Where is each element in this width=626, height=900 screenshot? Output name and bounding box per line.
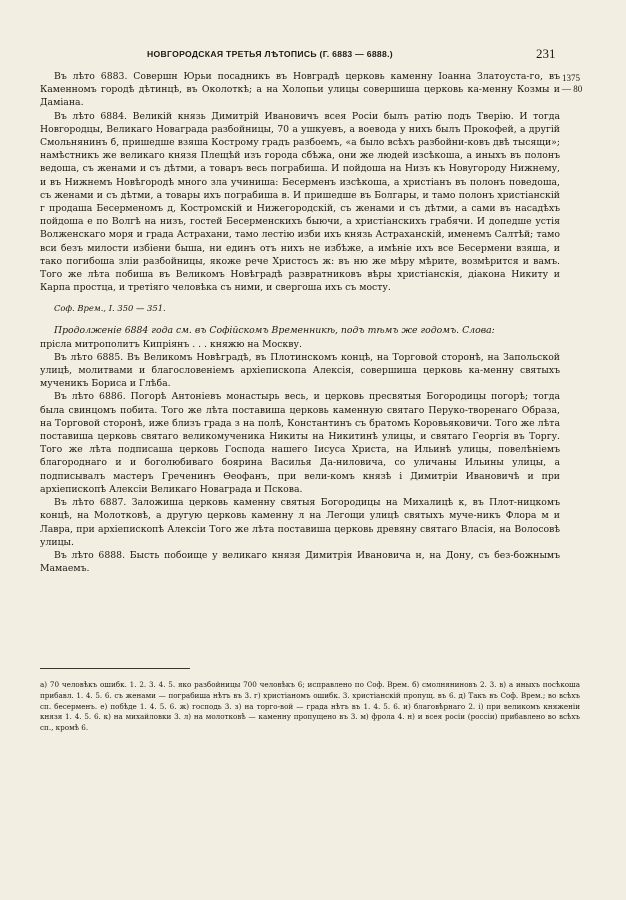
paragraph-6888: Въ лѣто 6888. Бысть побоище у великаго князя Димитрія Ивановича н, на Дону, съ без-божнымъ Мамаемъ.	[40, 549, 560, 575]
paragraph-6887: Въ лѣто 6887. Заложиша церковь каменну святыя Богородицы на Михалицѣ к, въ Плот-ницкомъ концѣ, на Молотковѣ, а другую церковь каменну л на Легощи улицѣ святыхъ муче-никъ Флора м и Лавра, при архіепископѣ Алексіи Того же лѣта поставиша церковь древяну святаго Власія, на Волосовѣ улицы.	[40, 497, 560, 548]
footnote-divider	[40, 668, 190, 669]
running-title: НОВГОРОДСКАЯ ТРЕТЬЯ ЛѢТОПИСЬ (Г. 6883 — 6888.)	[147, 49, 393, 59]
page-number: 231	[536, 46, 556, 61]
continuation-note: Продолженіе 6884 года см. въ Софійскомъ Временникѣ, подъ тѣмъ же годомъ. Слова:	[54, 325, 495, 337]
page-header	[0, 48, 626, 64]
footnotes	[40, 680, 580, 734]
source-reference: Соф. Врем., I. 350 — 351.	[54, 303, 166, 314]
paragraph-6883: Въ лѣто 6883. Совершн Юрьи посадникъ въ Новградѣ церковь каменну Іоанна Златоуста-го, въ Каменномъ городѣ дѣтинцѣ, въ Околоткѣ; а на Холопьи улицы совершиша церковь ка-менну Козмы и Даміана.	[40, 71, 560, 109]
main-text	[40, 70, 560, 575]
margin-year-note-end: — 80	[562, 84, 583, 94]
paragraph-6886: Въ лѣто 6886. Погорѣ Антоніевъ монастырь весь, и церковь пресвятыя Богородицы погорѣ; тогда была свинцомъ побита. Того же лѣта поставиша церковь каменную святаго Перуко-творенагo Образа, на Торговой сторонѣ, иже близъ града з на полѣ, Константинъ съ братомъ Коровьяковичи. Того же лѣта поставиша церковь святаго великомученика Никиты на Никитинѣ улицы, и святаго Георгія въ Торгу. Того же лѣта подписаша церковь Господа нашего Іисуса Христа, на Ильинѣ улицы, повелѣніемъ благороднаго и и боголюбиваго боярина Василья Да-ниловича, со уличаны Ильины улицы, а подписывалъ мастеръ Греченинъ Ѳеофанъ, при вели-комъ князѣ і Димитріи Ивановичѣ и при архіепископѣ Алексіи Великаго Новаграда и Пскова.	[40, 391, 560, 495]
paragraph-6885: Въ лѣто 6885. Въ Великомъ Новѣградѣ, въ Плотинскомъ концѣ, на Торговой сторонѣ, на Запольской улицѣ, молитвами и благословеніемъ архіепископа Алексія, совершиша церковь ка-менну святыхъ мученикъ Бориса и Глѣба.	[40, 351, 560, 390]
continuation-tail: прісла митрополитъ Кипріянъ . . . княжю на Москву.	[40, 338, 302, 350]
footnote-text: а) 70 человѣкъ ошибк. 1. 2. 3. 4. 5. яко разбойницы 700 человѣкъ 6; исправлено по Соф. Врем. б) смолняниновъ 2. 3. в) а иныхъ посѣкоша прибавл. 1. 4. 5. 6. съ женами — пограбиша нѣтъ въ 3. г) христіаномъ ошибк. 3. христіанскій пропущ. въ 6. д) Такъ въ Соф. Врем.; во всѣхъ сп. бесерменъ. е) побѣде 1. 4. 5. 6. ж) господь 3. з) на торго-вой — града нѣтъ въ 1. 4. 5. 6. и) благовѣрнаго 2. і) при великомъ княженіи князя 1. 4. 5. 6. к) на михайловки 3. л) на молотковѣ — каменну пропущено въ 3. м) фрола 4. н) и всея росіи (россіи) прибавлено во всѣхъ сп., кромѣ 6.	[40, 680, 580, 733]
margin-year-note: 1375	[562, 73, 580, 83]
paragraph-6884: Въ лѣто 6884. Великій князь Димитрій Ивановичъ всея Росіи былъ ратію подъ Тверію. И тогда Новгородцы, Великаго Новаграда разбойницы, 70 а ушкуевъ, а воевода у нихъ былъ Прокофей, а другій Смольнянинъ б, пришедше взяша Кострому градъ разбоемъ, «а было всѣхъ разбойни-ковъ двѣ тысящи»; намѣстникъ же великаго князя Плещѣй изъ города сбѣжа, они же людей изсѣкоша, а иныхъ въ полонъ ведоша, съ женами и съ дѣтми, а товаръ весь пограбиша. И пойдоша на Низъ къ Новугороду Нижнему, и въ Нижнемъ Новѣгородѣ много зла учиниша: Бесерменъ изсѣкоша, а христіанъ въ полонъ поведоша, съ женами и съ дѣтми, а товары ихъ пограбиша в. И пришедше въ Болгары, и тамо полонъ христіанскій г продаша Бесерменомъ д, Костромскій и Нижегородскій, съ женами и съ дѣтми, а сами въ насадѣхъ пойдоша е по Волгѣ на низъ, гостей Бесерменскихъ быючи, а христіанскихъ грабячи. И допедше устія Волженскаго моря и града Астрахани, тамо лестію изби ихъ князь Астраханскій, именемъ Салтѣй; тамо вси безъ милости избіени быша, ни единъ отъ нихъ не избѣже, а имѣніе ихъ все Бесермени взяша, и тако погибоша зліи разбойницы, якоже рече Христосъ ж: въ ню же мѣру мѣрите, возмѣрится и вамъ. Того же лѣта побиша въ Великомъ Новѣградѣ развратниковъ вѣры христіанскія, діакона Никиту и Карпа простца, и третіяго человѣка съ ними, и свергоша ихъ съ мосту.	[40, 110, 560, 294]
